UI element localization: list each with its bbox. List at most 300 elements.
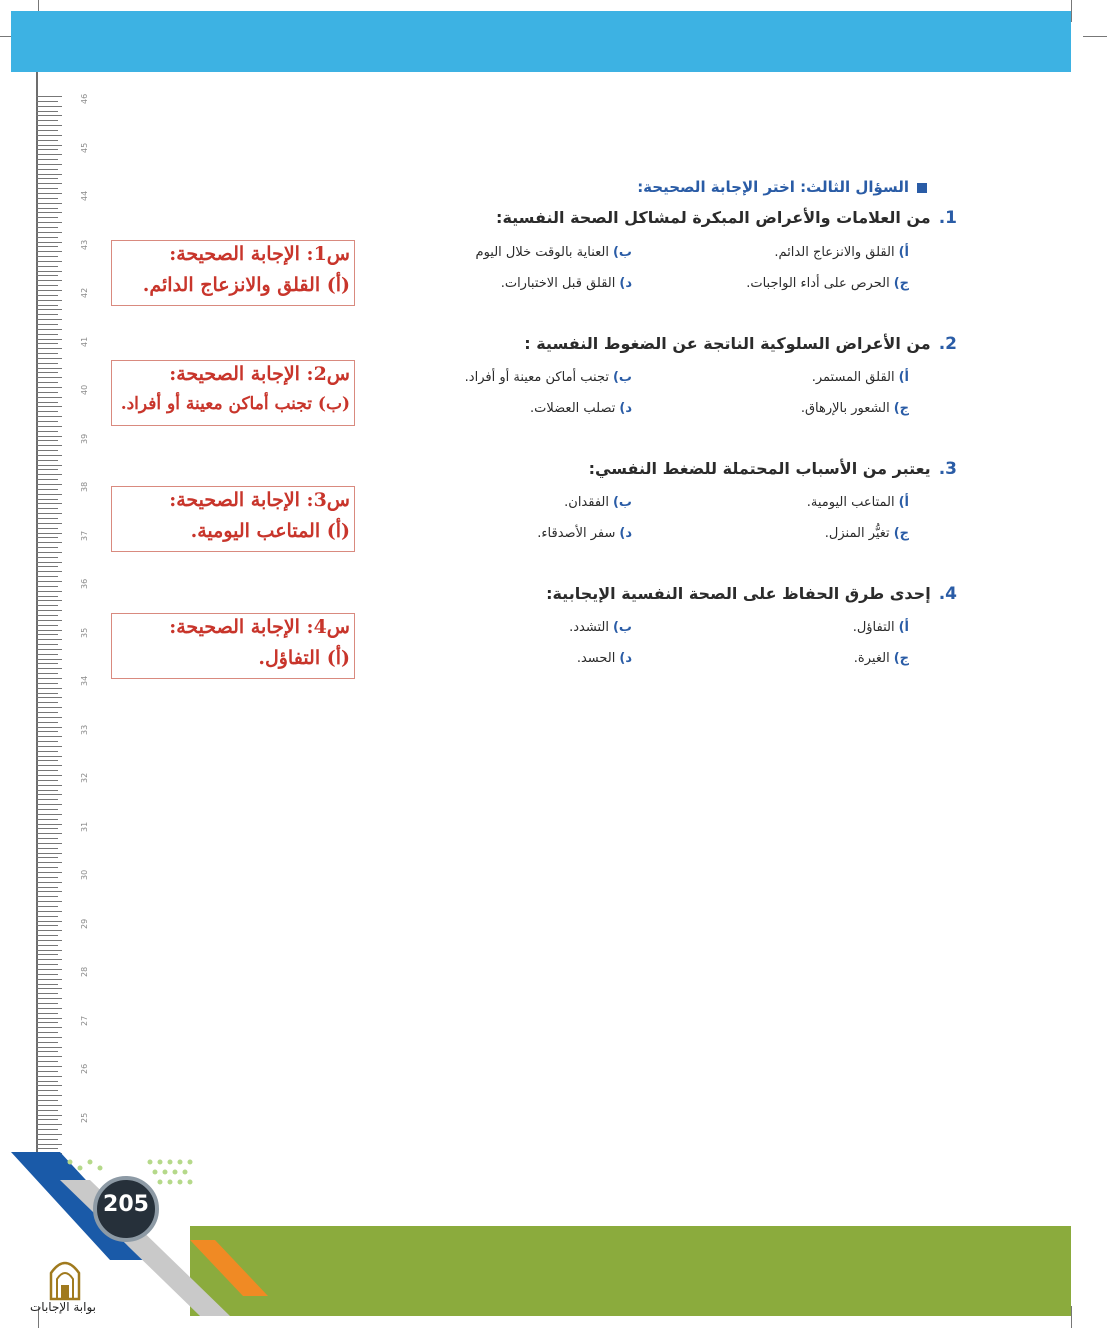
ruler-tick <box>36 309 62 310</box>
ruler-tick <box>36 324 58 325</box>
section-heading <box>637 178 927 196</box>
option-text: التفاؤل. <box>852 620 895 635</box>
ruler-tick <box>36 683 58 684</box>
ruler-tick <box>36 770 58 771</box>
ruler-tick <box>36 1051 58 1052</box>
ruler-tick <box>36 261 62 262</box>
ruler-tick <box>36 571 62 572</box>
option-letter: أ) <box>898 495 909 510</box>
ruler-tick <box>36 499 58 500</box>
option-a <box>774 245 909 260</box>
question-number: 2. <box>938 334 957 354</box>
ruler-tick <box>36 853 62 854</box>
ruler-tick <box>36 1013 58 1014</box>
ruler-tick <box>36 469 58 470</box>
ruler-tick <box>36 916 58 917</box>
option-text: التشدد. <box>569 620 609 635</box>
ruler-number: 40 <box>80 384 89 395</box>
ruler-tick <box>36 581 62 582</box>
option-text: تجنب أماكن معينة أو أفراد. <box>464 370 609 385</box>
ruler-tick <box>36 217 58 218</box>
ruler-tick <box>36 702 58 703</box>
ruler-tick <box>36 329 62 330</box>
ruler-tick <box>36 940 62 941</box>
ruler-tick <box>36 586 58 587</box>
question-2 <box>524 334 957 354</box>
ruler-tick <box>36 887 58 888</box>
ruler-tick <box>36 188 58 189</box>
option-text: القلق والانزعاج الدائم. <box>774 245 895 260</box>
ruler-tick <box>36 833 62 834</box>
ruler-tick <box>36 765 62 766</box>
ruler-tick <box>36 620 62 621</box>
answer-box-1 <box>111 240 355 306</box>
ruler-tick <box>36 183 62 184</box>
ruler-tick <box>36 891 62 892</box>
ruler-tick <box>36 746 62 747</box>
answer-box-3 <box>111 486 355 552</box>
ruler-tick <box>36 1008 62 1009</box>
ruler-number: 44 <box>80 190 89 201</box>
ruler-tick <box>36 426 62 427</box>
ruler-tick <box>36 465 62 466</box>
ruler-tick <box>36 1003 58 1004</box>
ruler-number: 43 <box>80 239 89 250</box>
ruler-tick <box>36 406 62 407</box>
answer-value: (ب) تجنب أماكن معينة أو أفراد. <box>120 394 350 414</box>
ruler-tick <box>36 547 58 548</box>
ruler-number: 35 <box>80 627 89 638</box>
option-letter: أ) <box>898 620 909 635</box>
ruler-tick <box>36 232 62 233</box>
ruler-tick <box>36 178 58 179</box>
ruler-tick <box>36 96 62 97</box>
ruler-tick <box>36 1071 58 1072</box>
ruler-tick <box>36 639 62 640</box>
ruler-tick <box>36 1085 62 1086</box>
ruler-tick <box>36 518 58 519</box>
option-a <box>812 370 909 385</box>
ruler-tick <box>36 979 62 980</box>
ruler-tick <box>36 145 62 146</box>
ruler-tick <box>36 707 62 708</box>
ruler-tick <box>36 1037 62 1038</box>
ruler-tick <box>36 305 58 306</box>
ruler-tick <box>36 1090 58 1091</box>
ruler-tick <box>36 125 62 126</box>
ruler-tick <box>36 382 58 383</box>
ruler-tick <box>36 494 62 495</box>
ruler-tick <box>36 566 58 567</box>
ruler-number: 27 <box>80 1015 89 1026</box>
ruler-tick <box>36 295 58 296</box>
option-letter: ب) <box>612 370 632 385</box>
ruler-tick <box>36 319 62 320</box>
option-text: الحسد. <box>576 651 616 666</box>
ruler-tick <box>36 896 58 897</box>
ruler-tick <box>36 198 58 199</box>
ruler-tick <box>36 246 58 247</box>
ruler-tick <box>36 974 58 975</box>
option-c <box>825 526 909 541</box>
option-letter: ج) <box>893 651 909 666</box>
ruler-number: 33 <box>80 724 89 735</box>
ruler-tick <box>36 212 62 213</box>
ruler-number: 45 <box>80 142 89 153</box>
ruler-tick <box>36 775 62 776</box>
ruler-tick <box>36 809 58 810</box>
ruler-tick <box>36 824 62 825</box>
ruler-tick <box>36 610 62 611</box>
ruler-tick <box>36 193 62 194</box>
option-text: القلق المستمر. <box>811 370 895 385</box>
option-letter: ج) <box>893 276 909 291</box>
ruler-tick <box>36 314 58 315</box>
ruler-tick <box>36 436 62 437</box>
answer-label: س2: الإجابة الصحيحة: <box>169 363 350 385</box>
ruler-tick <box>36 1022 58 1023</box>
ruler-tick <box>36 421 58 422</box>
ruler-tick <box>36 1095 62 1096</box>
square-bullet-icon <box>917 183 927 193</box>
ruler-tick <box>36 1100 58 1101</box>
question-number: 3. <box>938 459 957 479</box>
ruler-tick <box>36 1105 62 1106</box>
ruler-tick <box>36 843 62 844</box>
question-text: إحدى طرق الحفاظ على الصحة النفسية الإيجابية: <box>546 584 931 603</box>
ruler-tick <box>36 712 58 713</box>
ruler-tick <box>36 654 58 655</box>
answer-box-4 <box>111 613 355 679</box>
bottom-color-band <box>190 1226 1071 1316</box>
ruler-tick <box>36 731 58 732</box>
option-text: الحرص على أداء الواجبات. <box>746 276 890 291</box>
ruler-tick <box>36 751 58 752</box>
ruler-tick <box>36 562 62 563</box>
ruler-tick <box>36 688 62 689</box>
ruler-tick <box>36 411 58 412</box>
ruler-number: 31 <box>80 821 89 832</box>
question-text: من العلامات والأعراض المبكرة لمشاكل الصحة النفسية: <box>496 208 931 227</box>
ruler-tick <box>36 115 62 116</box>
answer-value: (أ) التفاؤل. <box>258 647 350 669</box>
ruler-tick <box>36 537 58 538</box>
crop-mark <box>1083 36 1107 37</box>
ruler-tick <box>36 877 58 878</box>
ruler-tick <box>36 377 62 378</box>
ruler-tick <box>36 857 58 858</box>
ruler-tick <box>36 1061 58 1062</box>
crop-mark <box>1071 0 1072 22</box>
ruler-tick <box>36 727 62 728</box>
ruler-tick <box>36 101 58 102</box>
ruler-tick <box>36 275 58 276</box>
ruler-tick <box>36 736 62 737</box>
page-ruler <box>36 72 102 1162</box>
ruler-tick <box>36 372 58 373</box>
question-text: من الأعراض السلوكية الناتجة عن الضغوط النفسية : <box>524 334 931 353</box>
ruler-tick <box>36 790 58 791</box>
option-b <box>465 370 632 385</box>
ruler-tick <box>36 921 62 922</box>
ruler-tick <box>36 271 62 272</box>
ruler-tick <box>36 906 58 907</box>
ruler-number: 39 <box>80 433 89 444</box>
brand-name: بوابة الإجابات <box>30 1300 97 1314</box>
ruler-tick <box>36 814 62 815</box>
option-d <box>530 401 632 416</box>
ruler-tick <box>36 959 62 960</box>
ruler-tick <box>36 576 58 577</box>
ruler-tick <box>36 615 58 616</box>
ruler-tick <box>36 1066 62 1067</box>
ruler-tick <box>36 290 62 291</box>
ruler-tick <box>36 334 58 335</box>
option-letter: ج) <box>893 526 909 541</box>
ruler-tick <box>36 1110 58 1111</box>
ruler-tick <box>36 785 62 786</box>
ruler-tick <box>36 901 62 902</box>
ruler-tick <box>36 741 58 742</box>
option-letter: د) <box>619 276 632 291</box>
ruler-number: 38 <box>80 481 89 492</box>
crop-mark <box>1071 1306 1072 1328</box>
ruler-tick <box>36 208 58 209</box>
answer-value: (أ) المتاعب اليومية. <box>190 520 350 542</box>
ruler-tick <box>36 697 62 698</box>
ruler-number: 30 <box>80 869 89 880</box>
ruler-tick <box>36 256 58 257</box>
ruler-tick <box>36 557 58 558</box>
ruler-tick <box>36 431 58 432</box>
answer-label: س1: الإجابة الصحيحة: <box>169 243 350 265</box>
ruler-tick <box>36 882 62 883</box>
ruler-tick <box>36 387 62 388</box>
ruler-tick <box>36 455 62 456</box>
ruler-number: 28 <box>80 966 89 977</box>
ruler-tick <box>36 993 58 994</box>
ruler-tick <box>36 819 58 820</box>
question-text: يعتبر من الأسباب المحتملة للضغط النفسي: <box>588 459 931 478</box>
ruler-tick <box>36 717 62 718</box>
ruler-tick <box>36 368 62 369</box>
ruler-tick <box>36 280 62 281</box>
ruler-number: 46 <box>80 93 89 104</box>
ruler-tick <box>36 237 58 238</box>
ruler-tick <box>36 760 58 761</box>
option-text: الغيرة. <box>853 651 890 666</box>
option-letter: ب) <box>612 620 632 635</box>
ruler-tick <box>36 460 58 461</box>
option-c <box>801 401 909 416</box>
ruler-tick <box>36 799 58 800</box>
option-letter: أ) <box>898 370 909 385</box>
ruler-tick <box>36 964 58 965</box>
ruler-tick <box>36 722 58 723</box>
ruler-tick <box>36 673 58 674</box>
ruler-tick <box>36 106 62 107</box>
ruler-tick <box>36 1056 62 1057</box>
ruler-tick <box>36 668 62 669</box>
ruler-tick <box>36 445 62 446</box>
ruler-number: 29 <box>80 918 89 929</box>
ruler-tick <box>36 266 58 267</box>
ruler-tick <box>36 392 58 393</box>
question-number: 4. <box>938 584 957 604</box>
ruler-tick <box>36 930 62 931</box>
option-c <box>746 276 909 291</box>
ruler-tick <box>36 120 58 121</box>
ruler-number: 36 <box>80 578 89 589</box>
section-title: السؤال الثالث: اختر الإجابة الصحيحة: <box>637 178 909 196</box>
option-b <box>564 495 632 510</box>
ruler-number: 42 <box>80 287 89 298</box>
ruler-tick <box>36 872 62 873</box>
option-letter: د) <box>619 651 632 666</box>
ruler-tick <box>36 1124 62 1125</box>
answer-label: س4: الإجابة الصحيحة: <box>169 616 350 638</box>
ruler-tick <box>36 528 58 529</box>
ruler-tick <box>36 848 58 849</box>
option-d <box>501 276 632 291</box>
ruler-tick <box>36 678 62 679</box>
option-letter: ج) <box>893 401 909 416</box>
option-a <box>807 495 909 510</box>
orange-stripe <box>190 1240 268 1296</box>
option-text: تصلب العضلات. <box>530 401 616 416</box>
ruler-tick <box>36 363 58 364</box>
ruler-tick <box>36 984 58 985</box>
option-text: المتاعب اليومية. <box>806 495 895 510</box>
ruler-tick <box>36 154 62 155</box>
ruler-number: 26 <box>80 1063 89 1074</box>
top-color-band <box>11 11 1071 72</box>
option-letter: أ) <box>898 245 909 260</box>
ruler-tick <box>36 222 62 223</box>
ruler-tick <box>36 353 58 354</box>
ruler-tick <box>36 1042 58 1043</box>
ruler-tick <box>36 159 58 160</box>
ruler-tick <box>36 988 62 989</box>
ruler-tick <box>36 140 58 141</box>
ruler-tick <box>36 300 62 301</box>
ruler-tick <box>36 794 62 795</box>
question-number: 1. <box>938 208 957 228</box>
ruler-tick <box>36 1081 58 1082</box>
ruler-tick <box>36 227 58 228</box>
ruler-tick <box>36 513 62 514</box>
option-text: الشعور بالإرهاق. <box>800 401 890 416</box>
ruler-tick <box>36 402 58 403</box>
option-letter: د) <box>619 401 632 416</box>
ruler-tick <box>36 242 62 243</box>
ruler-tick <box>36 358 62 359</box>
ruler-tick <box>36 285 58 286</box>
ruler-tick <box>36 479 58 480</box>
ruler-tick <box>36 596 58 597</box>
ruler-tick <box>36 630 62 631</box>
ruler-tick <box>36 339 62 340</box>
ruler-tick <box>36 935 58 936</box>
ruler-tick <box>36 533 62 534</box>
ruler-tick <box>36 780 58 781</box>
ruler-tick <box>36 169 58 170</box>
option-letter: ب) <box>612 245 632 260</box>
question-1 <box>496 208 957 228</box>
ruler-tick <box>36 625 58 626</box>
ruler-tick <box>36 804 62 805</box>
ruler-tick <box>36 416 62 417</box>
ruler-tick <box>36 605 58 606</box>
option-c <box>854 651 909 666</box>
option-text: العناية بالوقت خلال اليوم <box>475 245 609 260</box>
ruler-tick <box>36 149 58 150</box>
ruler-tick <box>36 552 62 553</box>
option-text: القلق قبل الاختبارات. <box>500 276 616 291</box>
ruler-number: 41 <box>80 336 89 347</box>
option-d <box>537 526 632 541</box>
ruler-tick <box>36 634 58 635</box>
ruler-tick <box>36 1027 62 1028</box>
ruler-tick <box>36 397 62 398</box>
option-a <box>853 620 909 635</box>
ruler-tick <box>36 663 58 664</box>
ruler-tick <box>36 489 58 490</box>
option-d <box>577 651 632 666</box>
ruler-tick <box>36 998 62 999</box>
ruler-tick <box>36 523 62 524</box>
ruler-tick <box>36 644 58 645</box>
ruler-tick <box>36 911 62 912</box>
question-3 <box>589 459 957 479</box>
ruler-tick <box>36 1076 62 1077</box>
ruler-tick <box>36 348 62 349</box>
ruler-tick <box>36 203 62 204</box>
ruler-number: 32 <box>80 772 89 783</box>
ruler-tick <box>36 251 62 252</box>
ruler-tick <box>36 862 62 863</box>
ruler-tick <box>36 1129 58 1130</box>
ruler-tick <box>36 945 58 946</box>
ruler-tick <box>36 440 58 441</box>
ruler-tick <box>36 484 62 485</box>
ruler-tick <box>36 1018 62 1019</box>
ruler-tick <box>36 954 58 955</box>
ruler-tick <box>36 542 62 543</box>
option-b <box>569 620 632 635</box>
ruler-tick <box>36 1115 62 1116</box>
ruler-tick <box>36 925 58 926</box>
ruler-tick <box>36 867 58 868</box>
ruler-number: 25 <box>80 1112 89 1123</box>
question-4 <box>546 584 957 604</box>
ruler-tick <box>36 591 62 592</box>
ruler-tick <box>36 503 62 504</box>
ruler-tick <box>36 600 62 601</box>
option-b <box>476 245 632 260</box>
ruler-number: 34 <box>80 675 89 686</box>
ruler-tick <box>36 969 62 970</box>
ruler-tick <box>36 1032 58 1033</box>
ruler-tick <box>36 474 62 475</box>
option-text: الفقدان. <box>564 495 609 510</box>
ruler-tick <box>36 1119 58 1120</box>
ruler-tick <box>36 174 62 175</box>
answer-label: س3: الإجابة الصحيحة: <box>169 489 350 511</box>
answer-box-2 <box>111 360 355 426</box>
ruler-tick <box>36 756 62 757</box>
ruler-tick <box>36 135 62 136</box>
